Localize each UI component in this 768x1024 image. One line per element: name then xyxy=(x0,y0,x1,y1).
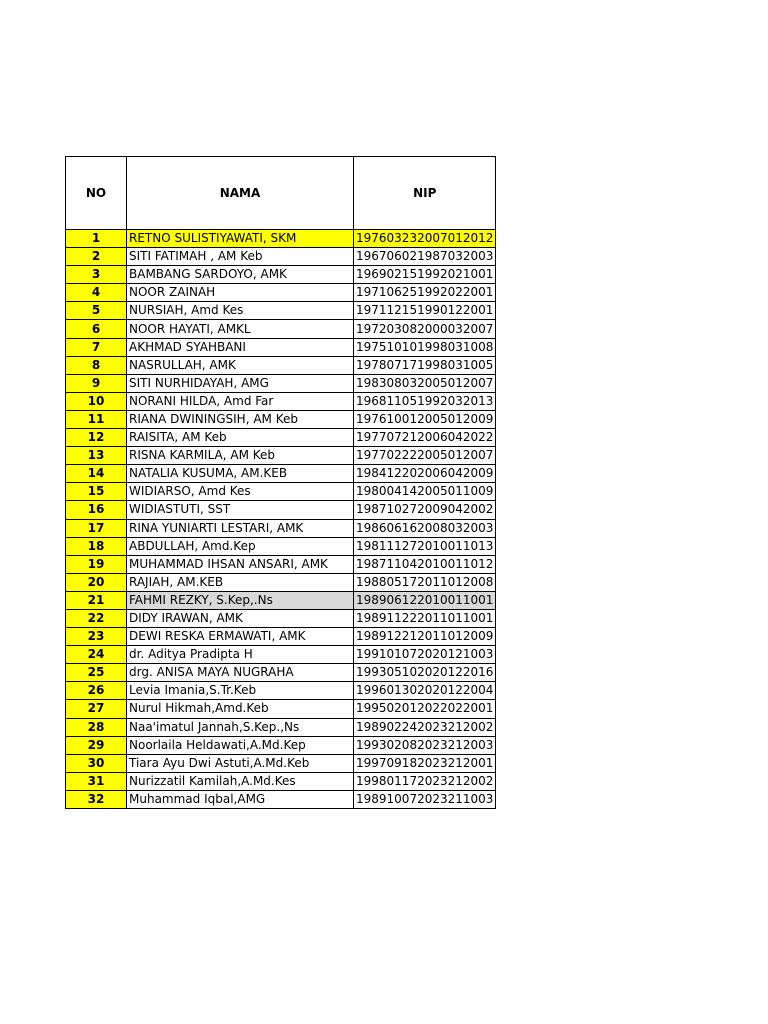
cell-nama: RAISITA, AM Keb xyxy=(127,429,354,447)
cell-no: 15 xyxy=(66,483,127,501)
cell-nama: AKHMAD SYAHBANI xyxy=(127,338,354,356)
table-row xyxy=(66,537,496,555)
cell-nama: MUHAMMAD IHSAN ANSARI, AMK xyxy=(127,555,354,573)
cell-no: 32 xyxy=(66,790,127,808)
cell-nama: Nurizzatil Kamilah,A.Md.Kes xyxy=(127,772,354,790)
cell-no: 12 xyxy=(66,429,127,447)
cell-nama: Muhammad Iqbal,AMG xyxy=(127,790,354,808)
table-row xyxy=(66,790,496,808)
table-row xyxy=(66,302,496,320)
cell-nama: NORANI HILDA, Amd Far xyxy=(127,392,354,410)
cell-no: 29 xyxy=(66,736,127,754)
table-row xyxy=(66,700,496,718)
table-row xyxy=(66,410,496,428)
cell-no: 11 xyxy=(66,410,127,428)
cell-no: 5 xyxy=(66,302,127,320)
cell-nama: FAHMI REZKY, S.Kep,.Ns xyxy=(127,591,354,609)
cell-nip: 199709182023212001 xyxy=(354,754,496,772)
cell-nama: dr. Aditya Pradipta H xyxy=(127,646,354,664)
cell-nip: 196902151992021001 xyxy=(354,266,496,284)
cell-nama: WIDIASTUTI, SST xyxy=(127,501,354,519)
cell-no: 19 xyxy=(66,555,127,573)
cell-nama: Levia Imania,S.Tr.Keb xyxy=(127,682,354,700)
cell-nama: NURSIAH, Amd Kes xyxy=(127,302,354,320)
cell-no: 1 xyxy=(66,230,127,248)
cell-no: 8 xyxy=(66,356,127,374)
cell-nama: DIDY IRAWAN, AMK xyxy=(127,609,354,627)
cell-nip: 197702222005012007 xyxy=(354,447,496,465)
cell-no: 6 xyxy=(66,320,127,338)
cell-nip: 197807171998031005 xyxy=(354,356,496,374)
cell-nama: RISNA KARMILA, AM Keb xyxy=(127,447,354,465)
cell-nip: 197707212006042022 xyxy=(354,429,496,447)
cell-nama: Nurul Hikmah,Amd.Keb xyxy=(127,700,354,718)
cell-no: 2 xyxy=(66,248,127,266)
cell-no: 17 xyxy=(66,519,127,537)
cell-nip: 196706021987032003 xyxy=(354,248,496,266)
cell-nama: NASRULLAH, AMK xyxy=(127,356,354,374)
cell-no: 23 xyxy=(66,628,127,646)
table-row xyxy=(66,320,496,338)
table-row xyxy=(66,754,496,772)
cell-nip: 197106251992022001 xyxy=(354,284,496,302)
header-no: NO xyxy=(66,157,127,230)
cell-no: 16 xyxy=(66,501,127,519)
cell-nama: drg. ANISA MAYA NUGRAHA xyxy=(127,664,354,682)
table-row xyxy=(66,284,496,302)
table-row xyxy=(66,609,496,627)
cell-nip: 199801172023212002 xyxy=(354,772,496,790)
cell-nama: DEWI RESKA ERMAWATI, AMK xyxy=(127,628,354,646)
cell-no: 10 xyxy=(66,392,127,410)
cell-nip: 198710272009042002 xyxy=(354,501,496,519)
cell-no: 26 xyxy=(66,682,127,700)
cell-no: 13 xyxy=(66,447,127,465)
cell-nama: ABDULLAH, Amd.Kep xyxy=(127,537,354,555)
cell-no: 22 xyxy=(66,609,127,627)
cell-no: 27 xyxy=(66,700,127,718)
table-row xyxy=(66,230,496,248)
table-row xyxy=(66,519,496,537)
table-row xyxy=(66,573,496,591)
table-row xyxy=(66,374,496,392)
cell-nama: RIANA DWININGSIH, AM Keb xyxy=(127,410,354,428)
cell-nip: 198606162008032003 xyxy=(354,519,496,537)
cell-nip: 197112151990122001 xyxy=(354,302,496,320)
cell-no: 28 xyxy=(66,718,127,736)
cell-nama: Tiara Ayu Dwi Astuti,A.Md.Keb xyxy=(127,754,354,772)
cell-nama: NATALIA KUSUMA, AM.KEB xyxy=(127,465,354,483)
cell-no: 31 xyxy=(66,772,127,790)
cell-nama: NOOR HAYATI, AMKL xyxy=(127,320,354,338)
table-row xyxy=(66,338,496,356)
cell-nama: RINA YUNIARTI LESTARI, AMK xyxy=(127,519,354,537)
cell-no: 7 xyxy=(66,338,127,356)
cell-nip: 198805172011012008 xyxy=(354,573,496,591)
cell-nip: 199502012022022001 xyxy=(354,700,496,718)
cell-nip: 197603232007012012 xyxy=(354,230,496,248)
cell-no: 30 xyxy=(66,754,127,772)
cell-nama: SITI FATIMAH , AM Keb xyxy=(127,248,354,266)
cell-nip: 199305102020122016 xyxy=(354,664,496,682)
cell-no: 25 xyxy=(66,664,127,682)
cell-no: 21 xyxy=(66,591,127,609)
cell-nip: 198912212011012009 xyxy=(354,628,496,646)
header-nip: NIP xyxy=(354,157,496,230)
header-nama: NAMA xyxy=(127,157,354,230)
table-row xyxy=(66,266,496,284)
table-row xyxy=(66,392,496,410)
cell-nip: 198111272010011013 xyxy=(354,537,496,555)
table-row xyxy=(66,483,496,501)
cell-nip: 198711042010011012 xyxy=(354,555,496,573)
cell-no: 14 xyxy=(66,465,127,483)
table-row xyxy=(66,664,496,682)
cell-nama: SITI NURHIDAYAH, AMG xyxy=(127,374,354,392)
table-row xyxy=(66,465,496,483)
table-row xyxy=(66,356,496,374)
cell-nama: WIDIARSO, Amd Kes xyxy=(127,483,354,501)
cell-nip: 197610012005012009 xyxy=(354,410,496,428)
cell-nama: Noorlaila Heldawati,A.Md.Kep xyxy=(127,736,354,754)
table-row xyxy=(66,628,496,646)
cell-nip: 198902242023212002 xyxy=(354,718,496,736)
cell-nip: 196811051992032013 xyxy=(354,392,496,410)
cell-nip: 199601302020122004 xyxy=(354,682,496,700)
table-body xyxy=(66,230,496,809)
table-header xyxy=(66,157,496,230)
cell-no: 18 xyxy=(66,537,127,555)
table-row xyxy=(66,682,496,700)
table-row xyxy=(66,447,496,465)
cell-nip: 198906122010011001 xyxy=(354,591,496,609)
cell-nip: 198911222011011001 xyxy=(354,609,496,627)
table-row xyxy=(66,718,496,736)
cell-nama: NOOR ZAINAH xyxy=(127,284,354,302)
cell-nip: 198004142005011009 xyxy=(354,483,496,501)
table-row xyxy=(66,646,496,664)
cell-nip: 197510101998031008 xyxy=(354,338,496,356)
cell-no: 20 xyxy=(66,573,127,591)
cell-nama: RETNO SULISTIYAWATI, SKM xyxy=(127,230,354,248)
cell-nama: RAJIAH, AM.KEB xyxy=(127,573,354,591)
cell-nama: BAMBANG SARDOYO, AMK xyxy=(127,266,354,284)
cell-nama: Naa'imatul Jannah,S.Kep.,Ns xyxy=(127,718,354,736)
cell-no: 4 xyxy=(66,284,127,302)
table-row xyxy=(66,429,496,447)
cell-no: 9 xyxy=(66,374,127,392)
table-row xyxy=(66,555,496,573)
cell-no: 24 xyxy=(66,646,127,664)
cell-nip: 199302082023212003 xyxy=(354,736,496,754)
cell-nip: 197203082000032007 xyxy=(354,320,496,338)
table-row xyxy=(66,501,496,519)
cell-no: 3 xyxy=(66,266,127,284)
table-row xyxy=(66,772,496,790)
table-row xyxy=(66,248,496,266)
cell-nip: 198910072023211003 xyxy=(354,790,496,808)
cell-nip: 198412202006042009 xyxy=(354,465,496,483)
table-row xyxy=(66,736,496,754)
employee-table xyxy=(65,156,496,809)
table-row xyxy=(66,591,496,609)
cell-nip: 198308032005012007 xyxy=(354,374,496,392)
cell-nip: 199101072020121003 xyxy=(354,646,496,664)
